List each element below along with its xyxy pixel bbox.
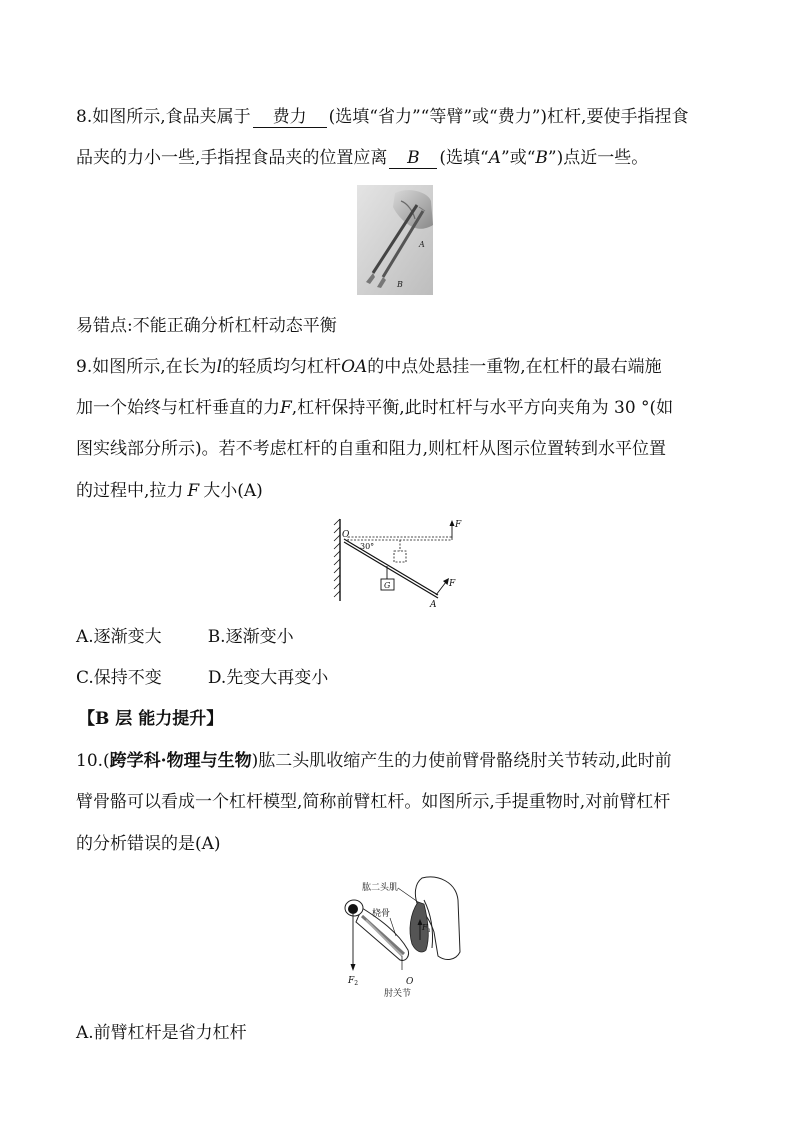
pivot-label-o: O <box>406 977 414 987</box>
force-f2-arrowhead <box>351 964 356 971</box>
q9-options-row-2 <box>76 667 726 689</box>
q8-text: ”或“ <box>501 148 536 168</box>
q10-text: 的分析错误的是(A) <box>76 834 221 854</box>
error-point-text: 易错点:不能正确分析杠杆动态平衡 <box>76 316 337 336</box>
q9-var-oa: OA <box>341 357 368 377</box>
q9-options-row-1 <box>76 626 726 648</box>
force-top-arrowhead <box>450 520 455 526</box>
q9-var-l: l <box>216 357 223 377</box>
lever-diagram <box>330 517 465 609</box>
fig-label-a: A <box>419 240 425 249</box>
q8-answer-blank-2 <box>389 148 437 169</box>
q8-answer-2: B <box>407 148 420 168</box>
q9-line-2 <box>76 397 726 419</box>
force-f1-label: $F_1$ <box>422 923 431 934</box>
wall-hatching <box>334 519 340 597</box>
q8-line-1 <box>76 106 726 128</box>
q9-var-f: F <box>280 398 292 418</box>
food-tongs-illustration <box>357 185 433 295</box>
q8-option-a: A <box>488 148 502 168</box>
section-b-close-bracket: 】 <box>206 709 224 729</box>
q9-text: ,杠杆保持平衡,此时杠杆与水平方向夹角为 30 °(如 <box>291 398 674 418</box>
pivot-label-o: O <box>342 530 350 540</box>
q10-line-3 <box>76 833 726 855</box>
q8-text: ”)点近一些。 <box>547 148 649 168</box>
q9-text: 的轻质均匀杠杆 <box>222 357 342 377</box>
option-a: A.逐渐变大 <box>76 627 162 647</box>
q9-line-3 <box>76 438 726 460</box>
q8-text: 8.如图所示,食品夹属于 <box>76 107 251 127</box>
forearm-lever-diagram <box>338 872 462 1000</box>
food-tongs-photo <box>357 185 433 295</box>
force-f2-label: $F_2$ <box>348 976 359 987</box>
q9-text: 9.如图所示,在长为 <box>76 357 217 377</box>
force-side-label: F <box>449 579 456 589</box>
lever-diagram-svg <box>330 517 465 609</box>
lever-solid-upper <box>344 539 438 595</box>
q9-line-4 <box>76 480 726 502</box>
q9-line-1 <box>76 356 726 378</box>
force-top-label: F <box>455 520 462 530</box>
q9-text: 的过程中,拉力 <box>76 481 184 501</box>
q10-line-1 <box>76 750 726 772</box>
radius-label: 桡骨 <box>372 909 391 919</box>
q8-answer-1: 费力 <box>272 107 307 127</box>
q10-tag: 跨学科·物理与生物 <box>109 751 252 771</box>
dashed-weight <box>394 551 406 562</box>
section-b-header <box>78 708 728 730</box>
q8-line-2 <box>76 147 726 169</box>
q10-text: 10.( <box>76 751 110 771</box>
q10-option-a <box>76 1022 726 1044</box>
option-a: A.前臂杠杆是省力杠杆 <box>76 1023 247 1043</box>
section-b-label: B 层 能力提升 <box>95 709 207 729</box>
option-b: B.逐渐变小 <box>207 627 294 647</box>
weight-label-g: G <box>384 581 391 590</box>
lever-horizontal-dashed <box>348 537 452 540</box>
option-d: D.先变大再变小 <box>207 668 329 688</box>
q9-text: 的中点处悬挂一重物,在杠杆的最右端施 <box>367 357 662 377</box>
force-side-arrow <box>436 582 446 595</box>
q8-text: 品夹的力小一些,手指捏食品夹的位置应离 <box>76 148 388 168</box>
q9-var-f: F <box>187 481 200 501</box>
forearm-lever-svg <box>338 872 462 1000</box>
q8-answer-blank-1 <box>253 107 327 128</box>
q8-text: (选填“省力”“等臂”或“费力”)杠杆,要使手指捏食 <box>328 107 689 127</box>
end-label-a: A <box>430 600 437 609</box>
fig-label-b: B <box>397 280 403 289</box>
angle-label: 30° <box>360 542 375 551</box>
q10-text: 臂骨骼可以看成一个杠杆模型,简称前臂杠杆。如图所示,手提重物时,对前臂杠杆 <box>76 792 671 812</box>
elbow-label: 肘关节 <box>384 989 412 999</box>
error-point <box>76 315 726 337</box>
option-c: C.保持不变 <box>76 668 162 688</box>
biceps-label: 肱二头肌 <box>362 883 399 893</box>
q9-text: 大小(A) <box>203 481 263 501</box>
q9-text: 图实线部分所示)。若不考虑杠杆的自重和阻力,则杠杆从图示位置转到水平位置 <box>76 439 667 459</box>
q10-text: )肱二头肌收缩产生的力使前臂骨骼绕肘关节转动,此时前 <box>251 751 672 771</box>
q8-text: (选填“ <box>439 148 489 168</box>
q10-line-2 <box>76 791 726 813</box>
held-weight <box>348 904 358 914</box>
q9-text: 加一个始终与杠杆垂直的力 <box>76 398 280 418</box>
section-b-open-bracket: 【 <box>78 709 95 729</box>
q8-option-b: B <box>535 148 548 168</box>
